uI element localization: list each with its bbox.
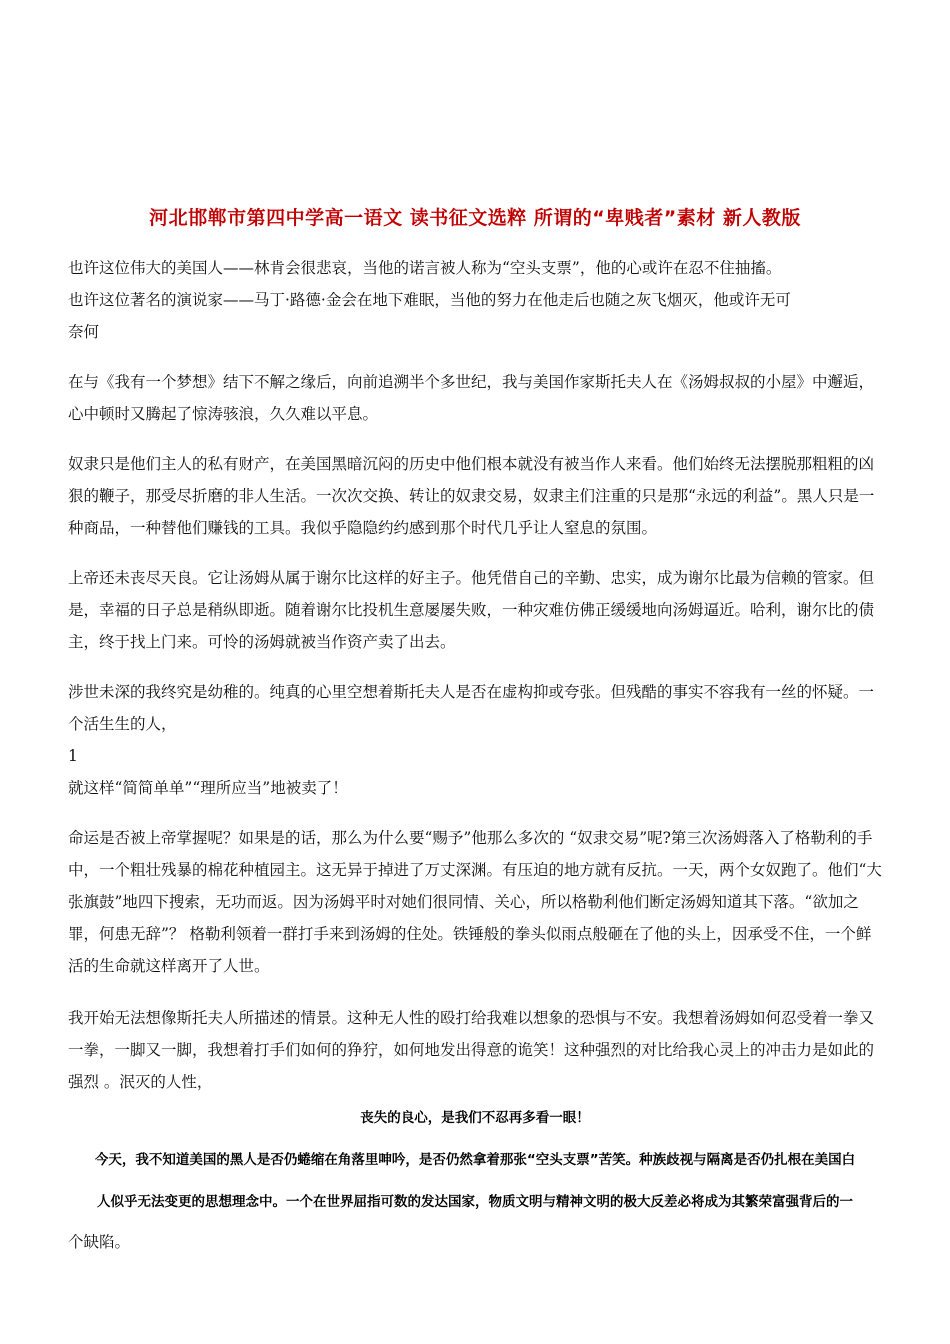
paragraph-7: 我开始无法想像斯托夫人所描述的情景。这种无人性的殴打给我难以想象的恐惧与不安。我想着汤姆如何忍受着一拳又一拳，一脚又一脚，我想着打手们如何的狰狞，如何地发出得意的诡笑！这种强烈的对比给我心灵上的冲击力是如此的强烈 。泯灭的人性， [68,1009,875,1091]
paragraph-3: 上帝还未丧尽天良。它让汤姆从属于谢尔比这样的好主子。他凭借自己的辛勤、忠实，成为谢尔比最为信赖的管家。但是，幸福的日子总是稍纵即逝。随着谢尔比投机生意屡屡失败，一种灾难仿佛正缓缓地向汤姆逼近。哈利，谢尔比的债主，终于找上门来。可怜的汤姆就被当作资产卖了出去。 [68,569,875,651]
paragraph-1: 在与《我有一个梦想》结下不解之缘后，向前追溯半个多世纪，我与美国作家斯托夫人在《汤姆叔叔的小屋》中邂逅，心中顿时又腾起了惊涛骇浪，久久难以平息。 [68,373,875,423]
intro-line-3: 奈何 [68,323,100,341]
paragraph-6: 命运是否被上帝掌握呢？如果是的话，那么为什么要“赐予”他那么多次的 “奴隶交易”呢?第三次汤姆落入了格勒利的手中，一个粗壮残暴的棉花种植园主。这无异于掉进了万丈深渊。有压迫的地方就有反抗。一天，两个女奴跑了。他们“大张旗鼓”地四下搜索，无功而返。因为汤姆平时对她们很同情、关心，所以格勒利他们断定汤姆知道其下落。“欲加之罪，何患无辞”？ 格勒利领着一群打手来到汤姆的住处。铁锤般的拳头似雨点般砸在了他的头上，因承受不住，一个鲜活的生命就这样离开了人世。 [68,829,882,975]
paragraph-2: 奴隶只是他们主人的私有财产，在美国黑暗沉闷的历史中他们根本就没有被当作人来看。他们始终无法摆脱那粗粗的凶狠的鞭子，那受尽折磨的非人生活。一次次交换、转让的奴隶交易，奴隶主们注重的只是那“永远的利益”。黑人只是一种商品，一种替他们赚钱的工具。我似乎隐隐约约感到那个时代几乎让人窒息的氛围。 [68,455,875,537]
paragraph-4: 涉世未深的我终究是幼稚的。纯真的心里空想着斯托夫人是否在虚构抑或夸张。但残酷的事实不容我有一丝的怀疑。一个活生生的人， [68,683,875,733]
bold-line-2: 今天，我不知道美国的黑人是否仍蜷缩在角落里呻吟，是否仍然拿着那张“空头支票”苦笑。种族歧视与隔离是否仍扎根在美国白 [94,1152,856,1168]
bold-line-3: 人似乎无法变更的思想理念中。一个在世界屈指可数的发达国家，物质文明与精神文明的极大反差必将成为其繁荣富强背后的一 [97,1194,853,1210]
document-title: 河北邯郸市第四中学高一语文 读书征文选粹 所谓的“卑贱者”素材 新人教版 [149,207,801,229]
page-number: 1 [68,747,78,765]
bold-line-1: 丧失的良心，是我们不忍再多看一眼！ [360,1110,590,1126]
final-line: 个缺陷。 [68,1233,131,1251]
intro-line-2: 也许这位著名的演说家——马丁·路德·金会在地下难眠，当他的努力在他走后也随之灰飞烟灭，他或许无可 [68,291,791,309]
paragraph-5: 就这样“简简单单”“理所应当”地被卖了！ [68,779,348,797]
intro-line-1: 也许这位伟大的美国人——林肯会很悲哀，当他的诺言被人称为“空头支票”，他的心或许在忍不住抽搐。 [68,259,782,277]
